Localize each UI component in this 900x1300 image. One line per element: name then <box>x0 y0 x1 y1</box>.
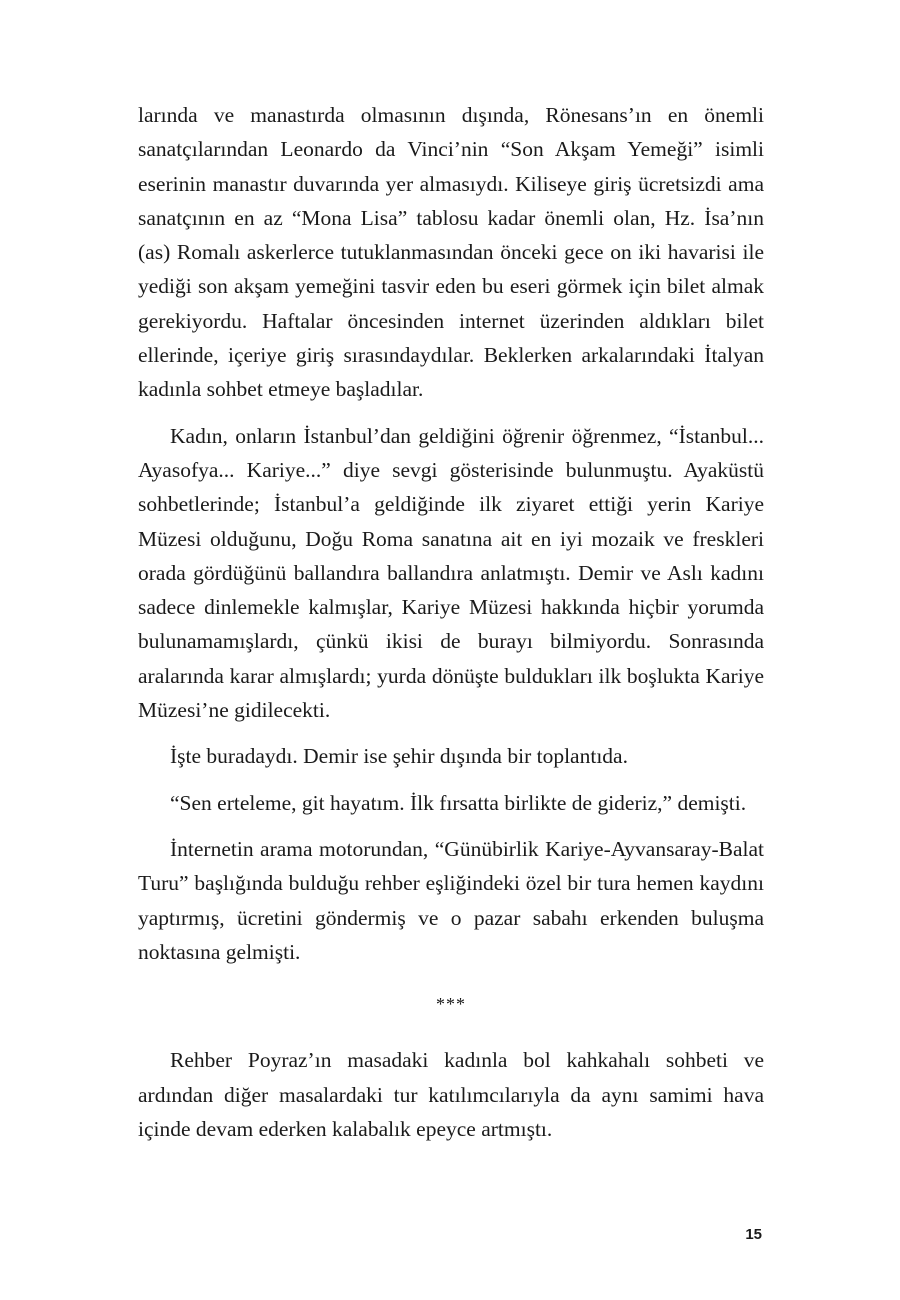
paragraph: İşte buradaydı. Demir ise şehir dışında bir toplantıda. <box>170 744 628 769</box>
paragraph: İnternetin arama motorundan, “Günübirlik Kariye-Ayvansaray-Balat Turu” başlığında bulduğu rehber eşliğindeki özel bir tura hemen kaydını yaptırmış, ücretini göndermiş ve o pazar sabahı erkenden buluşma noktasına gelmişti. <box>138 836 764 964</box>
section-separator: *** <box>436 994 466 1015</box>
paragraph: Rehber Poyraz’ın masadaki kadınla bol kahkahalı sohbeti ve ardından diğer masalardaki tur katılımcılarıyla da aynı samimi hava içinde devam ederken kalabalık epeyce artmıştı. <box>138 1048 764 1142</box>
paragraph-continuation: larında ve manastırda olmasının dışında, Rönesans’ın en önemli sanatçılarından Leonardo da Vinci’nin “Son Akşam Yemeği” isimli eserinin manastır duvarında yer almasıydı. Kiliseye giriş ücretsizdi ama sanatçının en az “Mona Lisa” tablosu kadar önemli olan, Hz. İsa’nın (as) Romalı askerlerce tutuklanmasından önceki gece on iki havarisi ile yediği son akşam yemeğini tasvir eden bu eseri görmek için bilet almak gerekiyordu. Haftalar öncesinden internet üzerinden aldıkları bilet ellerinde, içeriye giriş sırasındaydılar. Beklerken arkalarındaki İtalyan kadınla sohbet etmeye başladılar. <box>138 103 764 402</box>
page-number: 15 <box>745 1226 762 1243</box>
paragraph: Kadın, onların İstanbul’dan geldiğini öğrenir öğrenmez, “İstanbul... Ayasofya... Kariye...” diye sevgi gösterisinde bulunmuştu. Ayaküstü sohbetlerinde; İstanbul’a geldiğinde ilk ziyaret ettiği yerin Kariye Müzesi olduğunu, Doğu Roma sanatına ait en iyi mozaik ve freskleri orada gördüğünü ballandıra ballandıra anlatmıştı. Demir ve Aslı kadını sadece dinlemekle kalmışlar, Kariye Müzesi hakkında hiçbir yorumda bulunamamışlardı, çünkü ikisi de burayı bilmiyordu. Sonrasında aralarında karar almışlardı; yurda dönüşte buldukları ilk boşlukta Kariye Müzesi’ne gidilecekti. <box>138 423 764 723</box>
page-body <box>138 98 764 1146</box>
paragraph: “Sen erteleme, git hayatım. İlk fırsatta birlikte de gideriz,” demişti. <box>170 790 747 815</box>
